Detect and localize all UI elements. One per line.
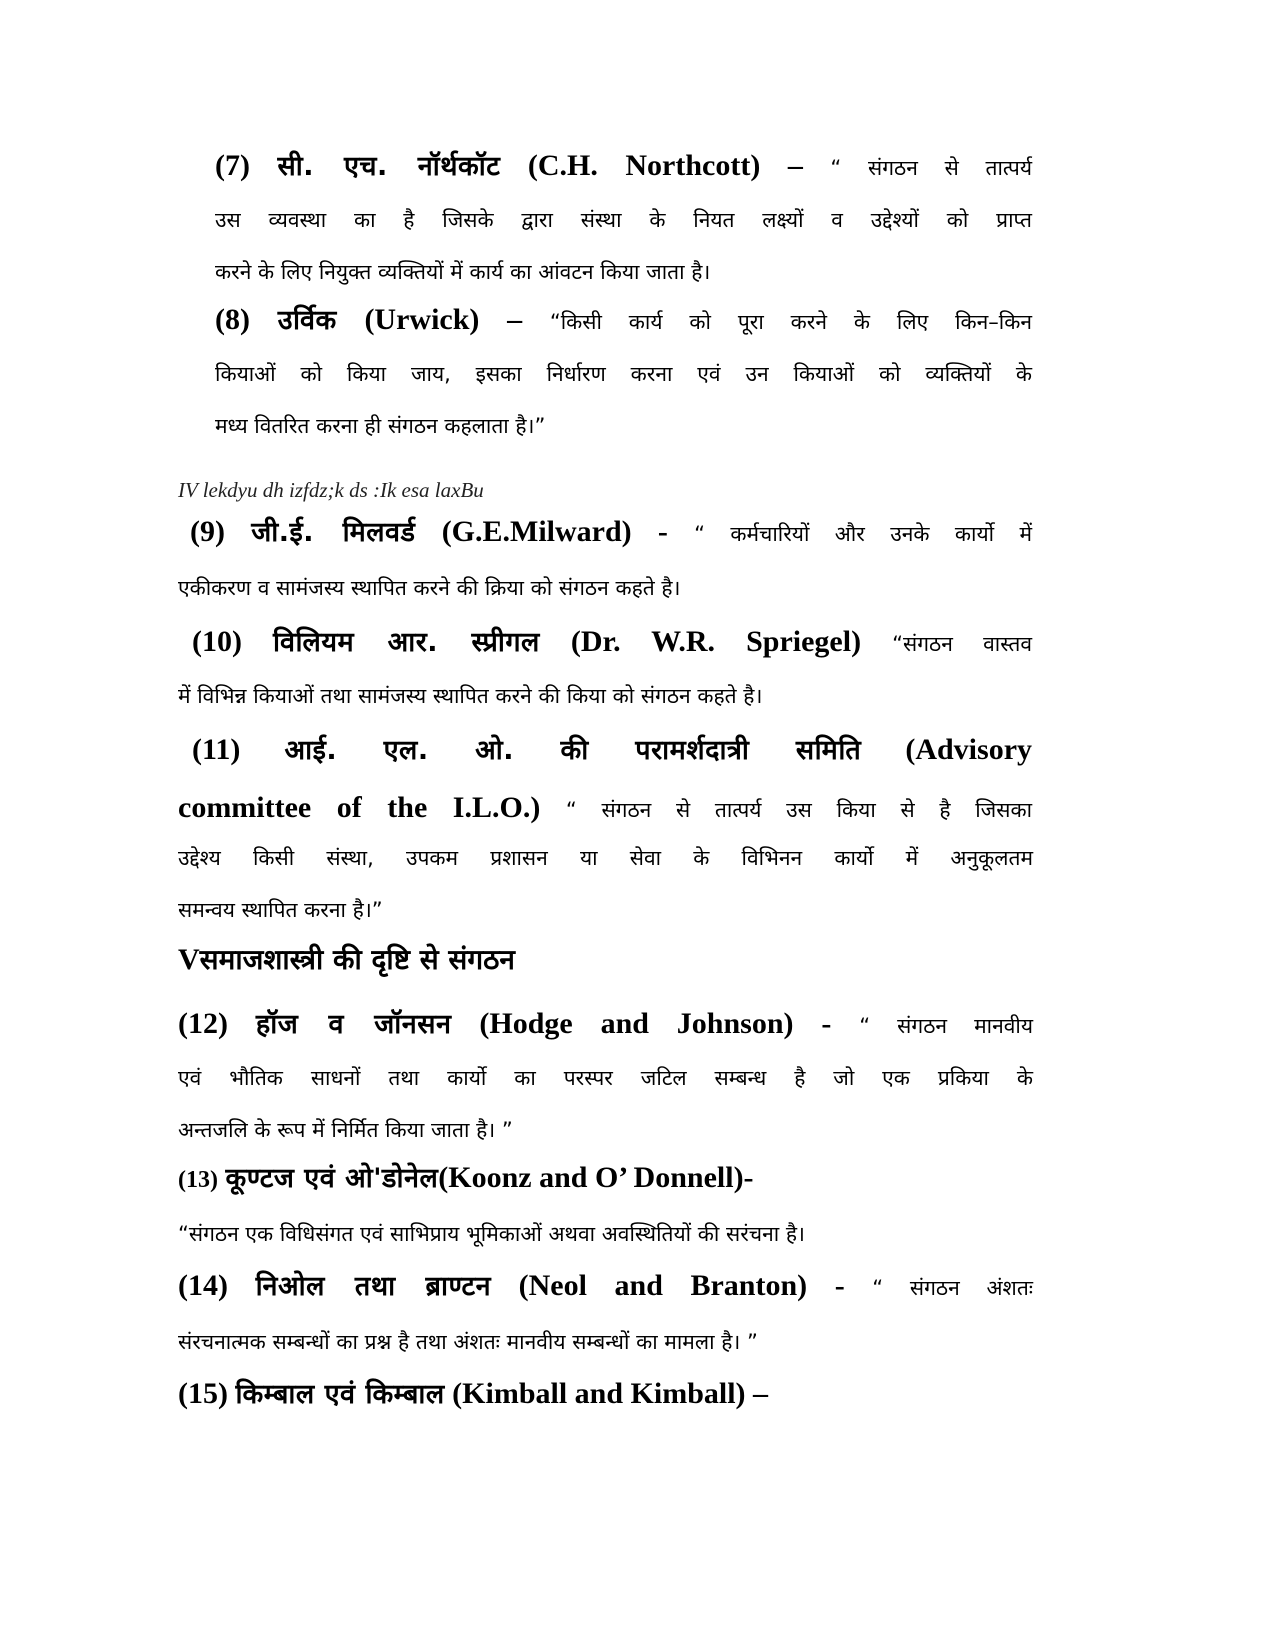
body-line: करने के लिए नियुक्त व्यक्तियों में कार्य का आंवटन किया जाता है।: [215, 260, 711, 284]
quote-start: “ संगठन अंशतः: [872, 1276, 1034, 1300]
definition-number: (13): [178, 1167, 218, 1193]
definition-number: (10): [192, 625, 242, 658]
author-english: (Advisory: [905, 733, 1033, 766]
quote-start: “ संगठन मानवीय: [859, 1014, 1034, 1038]
definition-13-body: [178, 1208, 1033, 1260]
definition-7-body: [215, 194, 1032, 298]
definition-number: (7): [215, 149, 250, 182]
body-line: कियाओं को किया जाय, इसका निर्धारण करना एवं उन कियाओं को व्यक्तियों के: [215, 362, 1032, 386]
definition-14-body: [178, 1316, 1033, 1368]
author-hindi: कूण्टज एवं ओ'डोनेल: [225, 1163, 439, 1194]
author-english: (Urwick) –: [364, 303, 523, 336]
section-v-heading: [178, 940, 515, 978]
section-iv-heading: IV lekdyu dh izfdz;k ds :Ik esa laxBu: [178, 478, 484, 502]
body-line: समन्वय स्थापित करना है।”: [178, 898, 383, 922]
body-line: उस व्यवस्था का है जिसके द्वारा संस्था के नियत लक्ष्यों व उद्देश्यों को प्राप्त: [215, 208, 1032, 232]
author-english-cont: committee of the I.L.O.): [178, 791, 541, 824]
author-hindi: किम्बाल एवं किम्बाल: [235, 1379, 445, 1410]
definition-11-body: [178, 832, 1033, 936]
author-english: (Hodge and Johnson) -: [479, 1007, 832, 1040]
author-english: (Koonz and O’ Donnell)-: [438, 1161, 754, 1194]
body-line: एकीकरण व सामंजस्य स्थापित करने की क्रिया को संगठन कहते है।: [178, 576, 681, 600]
author-hindi: उर्विक: [277, 305, 337, 336]
definition-8-body: [215, 348, 1032, 452]
body-line: मध्य वितरित करना ही संगठन कहलाता है।”: [215, 414, 546, 438]
author-english: (C.H. Northcott) –: [527, 149, 803, 182]
definition-15-heading: [178, 1376, 1033, 1413]
definition-number: (8): [215, 303, 250, 336]
quote-start: “ संगठन से तात्पर्य: [830, 156, 1033, 180]
body-line: “संगठन एक विधिसंगत एवं साभिप्राय भूमिकाओं अथवा अवस्थितियों की सरंचना है।: [178, 1222, 806, 1246]
definition-number: (12): [178, 1007, 228, 1040]
author-hindi: सी. एच. नॉर्थकॉट: [277, 151, 501, 182]
body-line: एवं भौतिक साधनों तथा कार्यो का परस्पर जटिल सम्बन्ध है जो एक प्रकिया के: [178, 1066, 1033, 1090]
definition-14-heading: [178, 1268, 1033, 1306]
author-hindi: आई. एल. ओ. की परामर्शदात्री समिति: [284, 735, 862, 766]
body-line: उद्देश्य किसी संस्था, उपकम प्रशासन या सेवा के विभिनन कार्यो में अनुकूलतम: [178, 846, 1033, 870]
quote-start: “ कर्मचारियों और उनके कार्यो में: [694, 522, 1033, 546]
quote-start: “ संगठन से तात्पर्य उस किया से है जिसका: [565, 798, 1033, 822]
body-line: संरचनात्मक सम्बन्धों का प्रश्न है तथा अंशतः मानवीय सम्बन्धों का मामला है। ”: [178, 1330, 758, 1354]
definition-number: (14): [178, 1269, 228, 1302]
definition-12-body: [178, 1052, 1033, 1156]
definition-7-heading: [215, 148, 1032, 186]
author-hindi: जी.ई. मिलवर्ड: [251, 517, 416, 548]
section-roman: V: [178, 943, 200, 976]
definition-number: (15): [178, 1377, 228, 1410]
author-english: (Dr. W.R. Spriegel): [570, 625, 862, 658]
author-hindi: निओल तथा ब्राण्टन: [255, 1271, 492, 1302]
definition-13-heading: [178, 1160, 1033, 1198]
body-line: अन्तजलि के रूप में निर्मित किया जाता है। ”: [178, 1118, 513, 1142]
definition-11-heading-cont: [178, 790, 1032, 828]
definition-10-heading: [192, 624, 1032, 662]
section-title: समाजशास्त्री की दृष्टि से संगठन: [199, 943, 515, 976]
definition-11-heading: [192, 732, 1032, 769]
definition-9-heading: [190, 514, 1032, 552]
definition-number: (9): [190, 515, 225, 548]
author-hindi: हॉज व जॉनसन: [255, 1009, 452, 1040]
author-hindi: विलियम आर. स्प्रीगल: [273, 627, 540, 658]
definition-8-heading: [215, 302, 1032, 340]
definition-9-body: [178, 562, 1033, 614]
quote-start: “किसी कार्य को पूरा करने के लिए किन–किन: [549, 310, 1033, 334]
body-line: में विभिन्न कियाओं तथा सामंजस्य स्थापित करने की किया को संगठन कहते है।: [178, 684, 763, 708]
author-english: (Kimball and Kimball) –: [452, 1377, 769, 1410]
definition-number: (11): [192, 733, 241, 766]
author-english: (Neol and Branton) -: [518, 1269, 845, 1302]
author-english: (G.E.Milward) -: [441, 515, 668, 548]
definition-10-body: [178, 670, 1033, 722]
quote-start: “संगठन वास्तव: [892, 632, 1033, 656]
definition-12-heading: [178, 1006, 1033, 1044]
